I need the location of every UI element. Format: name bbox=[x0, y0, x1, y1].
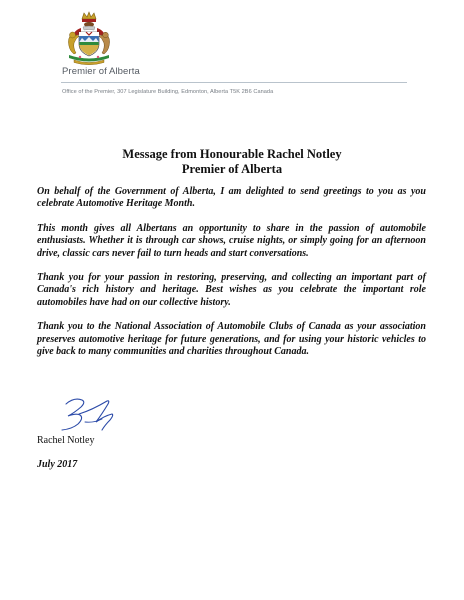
handwritten-signature-icon bbox=[52, 392, 132, 438]
letter-body bbox=[37, 186, 426, 370]
signer-name: Rachel Notley bbox=[37, 435, 95, 446]
paragraph-4: Thank you to the National Association of Automobile Clubs of Canada as your association preserves automotive heritage for future generations, and for using your historic vehicles to give back to many communities and charities throughout Canada. bbox=[37, 321, 426, 358]
paragraph-1: On behalf of the Government of Alberta, I am delighted to send greetings to you as you celebrate Automotive Heritage Month. bbox=[37, 186, 426, 210]
heading-line-2: Premier of Alberta bbox=[181, 162, 283, 176]
office-address: Office of the Premier, 307 Legislature Building, Edmonton, Alberta T5K 2B6 Canada bbox=[62, 89, 274, 95]
office-name: Premier of Alberta bbox=[62, 66, 140, 77]
paragraph-3: Thank you for your passion in restoring, preserving, and collecting an important part of Canada's rich history and heritage. Best wishes as you celebrate the important role automobiles have had on our collective history. bbox=[37, 272, 426, 308]
letter-heading bbox=[30, 147, 434, 177]
alberta-coat-of-arms-icon bbox=[60, 10, 118, 66]
heading-line-1: Message from Honourable Rachel Notley bbox=[122, 147, 342, 161]
letterhead-rule bbox=[61, 82, 407, 83]
letter-date: July 2017 bbox=[37, 459, 78, 470]
paragraph-2: This month gives all Albertans an opportunity to share in the passion of automobile enthusiasts. Whether it is through car shows, cruise nights, or simply going for an afternoon drive, classic cars never fail to turn heads and start conversations. bbox=[37, 222, 426, 259]
